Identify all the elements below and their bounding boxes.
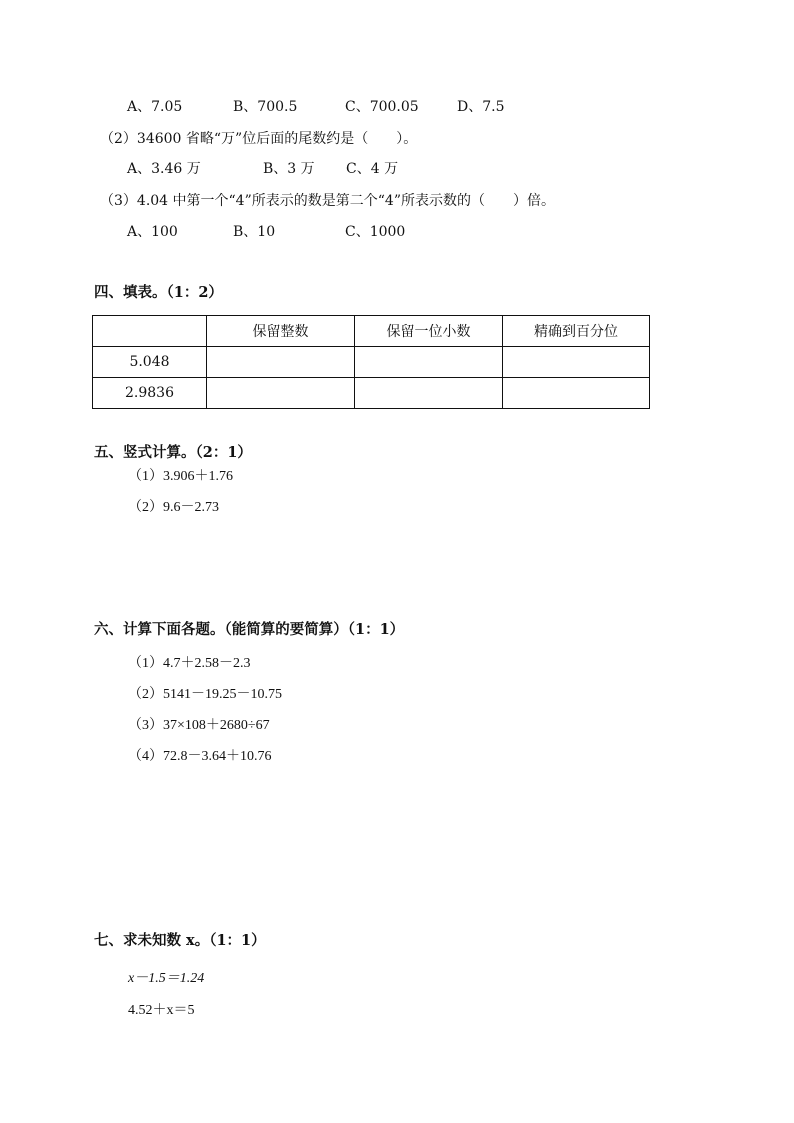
vertical-calc-item-2: （2）9.6－2.73 xyxy=(128,500,219,515)
section5-heading: 五、竖式计算。（2：1） xyxy=(94,444,252,461)
calc-item-3: （3）37×108＋2680÷67 xyxy=(128,718,270,733)
section7-heading: 七、求未知数 x。（1：1） xyxy=(94,932,266,949)
table-header-cell: 保留一位小数 xyxy=(355,316,503,347)
table-cell: 5.048 xyxy=(93,347,207,378)
table-cell-blank[interactable] xyxy=(355,378,503,409)
calc-item-1: （1）4.7＋2.58－2.3 xyxy=(128,656,251,671)
rounding-table xyxy=(92,315,650,409)
table-cell-blank[interactable] xyxy=(355,347,503,378)
section6-heading: 六、计算下面各题。（能简算的要简算）（1：1） xyxy=(94,621,405,638)
q1-option-c: C、700.05 xyxy=(345,99,419,115)
table-row xyxy=(93,347,650,378)
vertical-calc-item-1: （1）3.906＋1.76 xyxy=(128,469,233,484)
q2-option-b: B、3 万 xyxy=(263,161,315,177)
table-cell-blank[interactable] xyxy=(207,378,355,409)
table-cell-blank[interactable] xyxy=(503,347,650,378)
table-cell-blank[interactable] xyxy=(207,347,355,378)
q3-option-c: C、1000 xyxy=(345,224,406,240)
table-cell-blank[interactable] xyxy=(503,378,650,409)
q3-option-a: A、100 xyxy=(127,224,178,240)
q1-option-b: B、700.5 xyxy=(233,99,298,115)
q3-options xyxy=(127,223,405,241)
table-header-cell xyxy=(93,316,207,347)
q2-option-a: A、3.46 万 xyxy=(127,161,201,177)
equation-2: 4.52＋x＝5 xyxy=(128,1003,195,1018)
q2-option-c: C、4 万 xyxy=(346,161,399,177)
table-header-cell: 保留整数 xyxy=(207,316,355,347)
q2-text: （2）34600 省略“万”位后面的尾数约是（ ）。 xyxy=(100,131,418,147)
table-cell: 2.9836 xyxy=(93,378,207,409)
q2-options xyxy=(127,160,398,178)
calc-item-4: （4）72.8－3.64＋10.76 xyxy=(128,749,272,764)
table-header-cell: 精确到百分位 xyxy=(503,316,650,347)
q3-option-b: B、10 xyxy=(233,224,276,240)
q3-text: （3）4.04 中第一个“4”所表示的数是第二个“4”所表示数的（ ）倍。 xyxy=(100,193,555,209)
q1-options xyxy=(127,98,505,116)
table-header-row xyxy=(93,316,650,347)
calc-item-2: （2）5141－19.25－10.75 xyxy=(128,687,282,702)
equation-1: x－1.5＝1.24 xyxy=(128,971,205,986)
q1-option-a: A、7.05 xyxy=(127,99,183,115)
table-row xyxy=(93,378,650,409)
section4-heading: 四、填表。（1：2） xyxy=(94,284,223,301)
q1-option-d: D、7.5 xyxy=(457,99,505,115)
